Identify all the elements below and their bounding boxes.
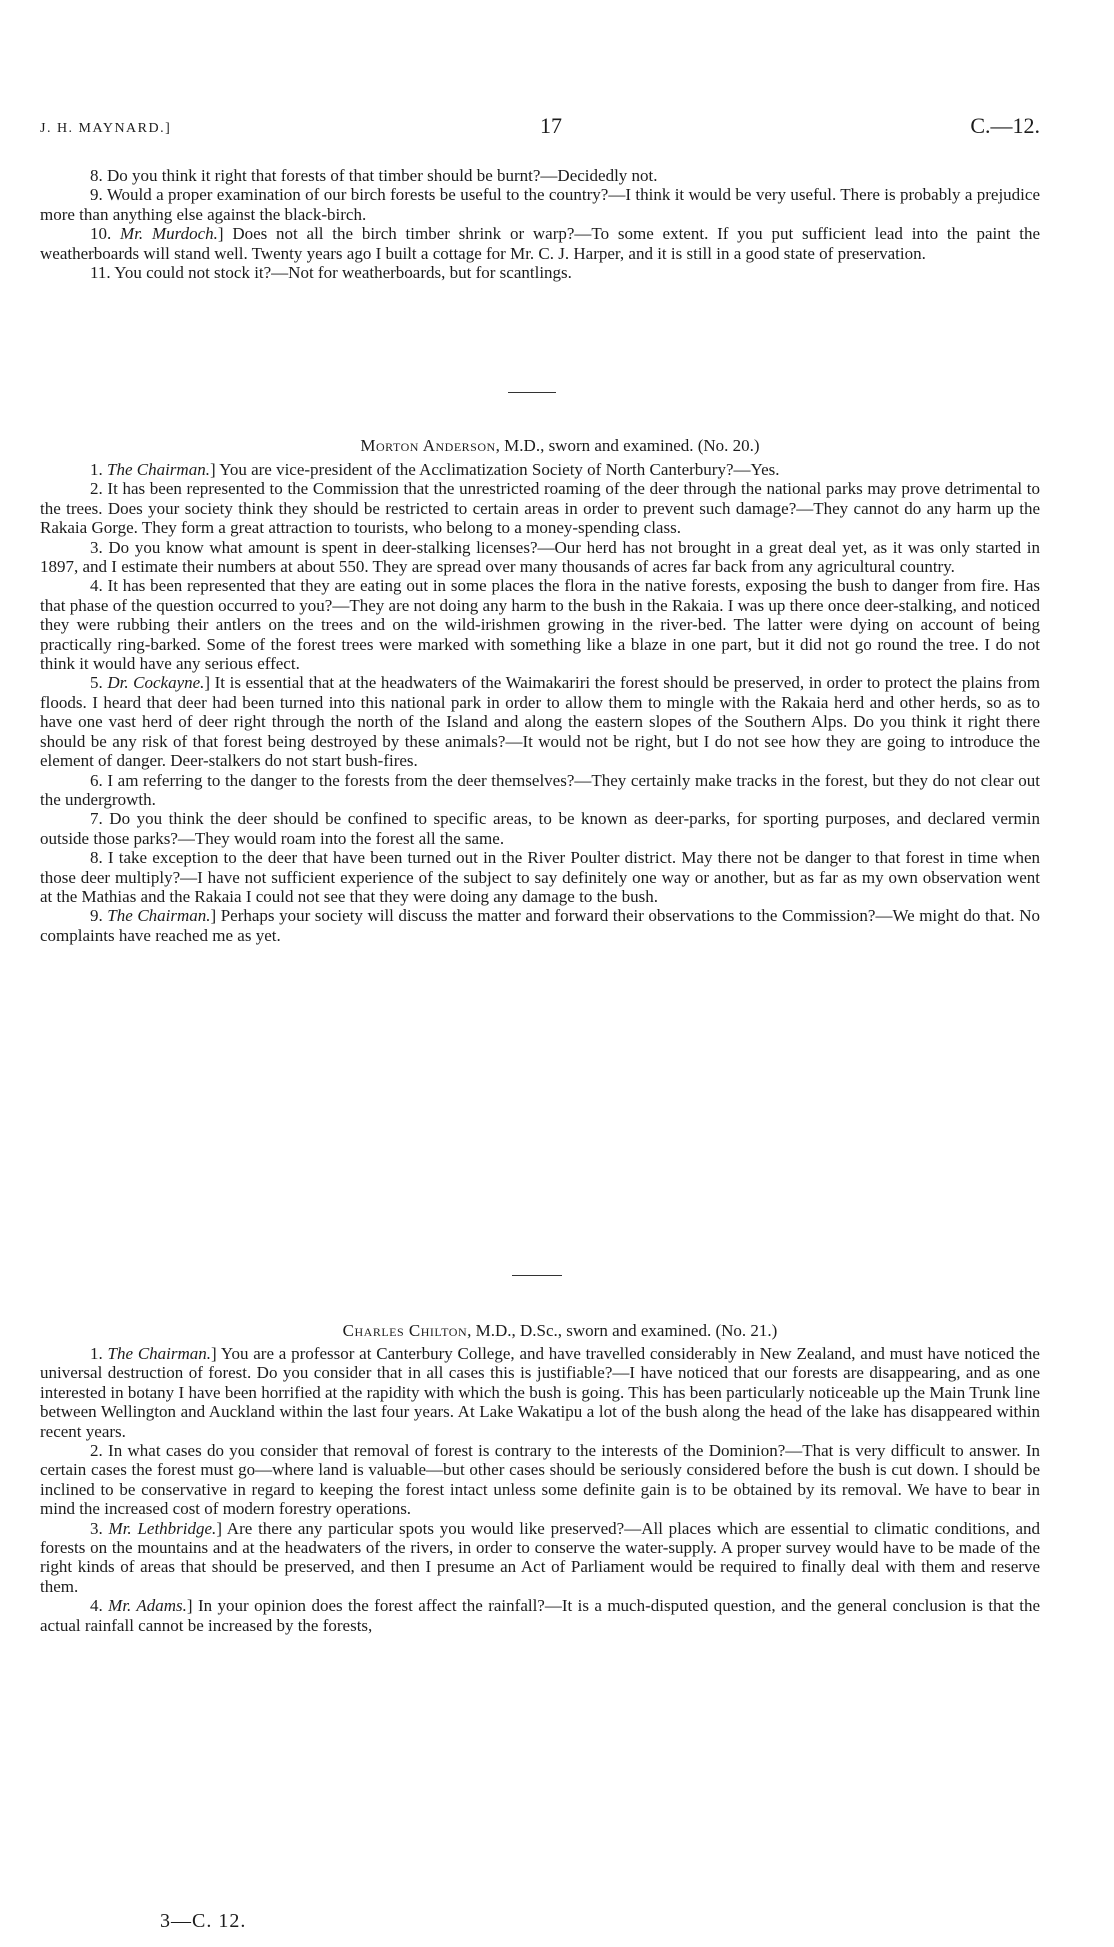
paragraph: 9. The Chairman.] Perhaps your society will discuss the matter and forward their observations to the Commission?—We might do that. No complaints have reached me as yet.: [40, 906, 1040, 945]
section-chilton: [40, 1344, 1040, 1635]
witness-heading: Morton Anderson, M.D., sworn and examined. (No. 20.): [360, 436, 760, 455]
speaker-name: The Chairman.: [107, 1344, 212, 1363]
witness-running-head: J. H. MAYNARD.]: [40, 121, 172, 136]
speaker-name: Mr. Murdoch.: [120, 224, 218, 244]
page-header: [40, 113, 1040, 143]
speaker-name: The Chairman.: [107, 906, 211, 926]
section-anderson: [40, 460, 1040, 945]
signature-mark: 3—C. 12.: [160, 1910, 247, 1932]
section-divider: [512, 1275, 562, 1276]
paragraph: 8. Do you think it right that forests of that timber should be burnt?—Decidedly not.: [90, 166, 658, 185]
witness-name: Charles Chilton: [342, 1321, 468, 1340]
paragraph: 1. The Chairman.] You are vice-president of the Acclimatization Society of North Canterbury?—Yes.: [90, 460, 780, 479]
paragraph: 3. Mr. Lethbridge.] Are there any particular spots you would like preserved?—All places which are essential to climatic conditions, and forests on the mountains and at the headwaters of the rivers, in order to conserve the water-supply. A proper survey would have to be made of the right kinds of areas that should be preserved, and then I presume an Act of Parliament would be required to finally deal with them and reserve them.: [40, 1518, 1041, 1596]
paragraph: 3. Do you know what amount is spent in deer-stalking licenses?—Our herd has not brought in a great deal yet, as it was only started in 1897, and I estimate their numbers at about 550. They are spread over many thousands of acres far back from any agricultural country.: [40, 537, 1040, 577]
paragraph: 5. Dr. Cockayne.] It is essential that at the headwaters of the Waimakariri the forest should be preserved, in order to protect the plains from floods. I heard that deer had been turned into this national park in order to allow them to mingle with the Rakaia herd and other herds, so as to have one vast herd of deer right through the north of the Island and along the eastern slopes of the Southern Alps. Do you think it right there should be any risk of that forest being destroyed by these animals?—It would not be right, but I do not see how they are going to introduce the element of danger. Deer-stalkers do not start bush-fires.: [40, 673, 1041, 771]
paragraph: 4. It has been represented that they are eating out in some places the flora in the native forests, exposing the bush to danger from fire. Has that phase of the question occurred to you?—They are not doing any harm to the bush in the Rakaia. I was up there once deer-stalking, and noticed they were rubbing their antlers on the trees and on the wild-irishmen growing in the river-bed. The latter were dying on account of being practically ring-barked. Some of the forest trees were marked with something like a blaze in one part, but it did not go round the tree. I do not think it would have any serious effect.: [40, 576, 1040, 674]
paragraph: 4. Mr. Adams.] In your opinion does the forest affect the rainfall?—It is a much-disputed question, and the general conclusion is that the actual rainfall cannot be increased by the forests,: [40, 1596, 1040, 1635]
document-reference: C.—12.: [970, 113, 1040, 138]
paragraph: 2. In what cases do you consider that removal of forest is contrary to the interests of the Dominion?—That is very difficult to answer. In certain cases the forest must go—where land is valuable—but other cases should be seriously considered before the bush is cut down. I should be inclined to be conservative in regard to keeping the forest intact unless some definite gain is to be obtained by its removal. We have to bear in mind the increased cost of modern forestry operations.: [40, 1441, 1040, 1519]
page-number: 17: [540, 113, 562, 138]
paragraph: 8. I take exception to the deer that have been turned out in the River Poulter district. May there not be danger to that forest in time when those deer multiply?—I have not sufficient experience of the subject to say definitely one way or another, but as far as my own observation went at the Mathias and the Rakaia I could not see that they were doing any damage to the bush.: [40, 848, 1040, 906]
witness-heading: Charles Chilton, M.D., D.Sc., sworn and examined. (No. 21.): [342, 1321, 778, 1340]
paragraph: 1. The Chairman.] You are a professor at Canterbury College, and have travelled considerably in New Zealand, and must have noticed the universal destruction of forest. Do you consider that in all cases this is justifiable?—I have noticed that our forests are disappearing, and as one interested in botany I have been horrified at the rapidity with which the bush is going. This has been particularly noticeable up the Main Trunk line between Wellington and Auckland within the last four years. At Lake Wakatipu a lot of the bush along the head of the lake has disappeared within recent years.: [40, 1344, 1040, 1441]
speaker-name: Mr. Adams.: [108, 1596, 187, 1616]
paragraph: 9. Would a proper examination of our birch forests be useful to the country?—I think it would be very useful. There is probably a prejudice more than anything else against the black-birch.: [40, 185, 1040, 224]
paragraph: 10. Mr. Murdoch.] Does not all the birch timber shrink or warp?—To some extent. If you put sufficient lead into the paint the weatherboards will stand well. Twenty years ago I built a cottage for Mr. C. J. Harper, and it is still in a good state of preservation.: [40, 224, 1040, 263]
section-divider: [508, 392, 556, 393]
paragraph: 2. It has been represented to the Commission that the unrestricted roaming of the deer through the national parks may prove detrimental to the trees. Does your society think they should be restricted to certain areas in order to prevent such damage?—They cannot do any harm up the Rakaia Gorge. They form a great attraction to tourists, who belong to a money-spending class.: [40, 479, 1040, 538]
section-maynard-continued: [40, 166, 1040, 282]
speaker-name: The Chairman.: [107, 460, 210, 479]
speaker-name: Dr. Cockayne.: [107, 673, 205, 693]
speaker-name: Mr. Lethbridge.: [108, 1518, 217, 1538]
witness-name: Morton Anderson: [360, 436, 496, 455]
paragraph: 7. Do you think the deer should be confined to specific areas, to be known as deer-parks, for sporting purposes, and declared vermin outside those parks?—They would roam into the forest all the same.: [40, 809, 1040, 848]
paragraph: 6. I am referring to the danger to the forests from the deer themselves?—They certainly make tracks in the forest, but they do not clear out the undergrowth.: [40, 770, 1040, 809]
paragraph: 11. You could not stock it?—Not for weatherboards, but for scantlings.: [90, 263, 572, 283]
